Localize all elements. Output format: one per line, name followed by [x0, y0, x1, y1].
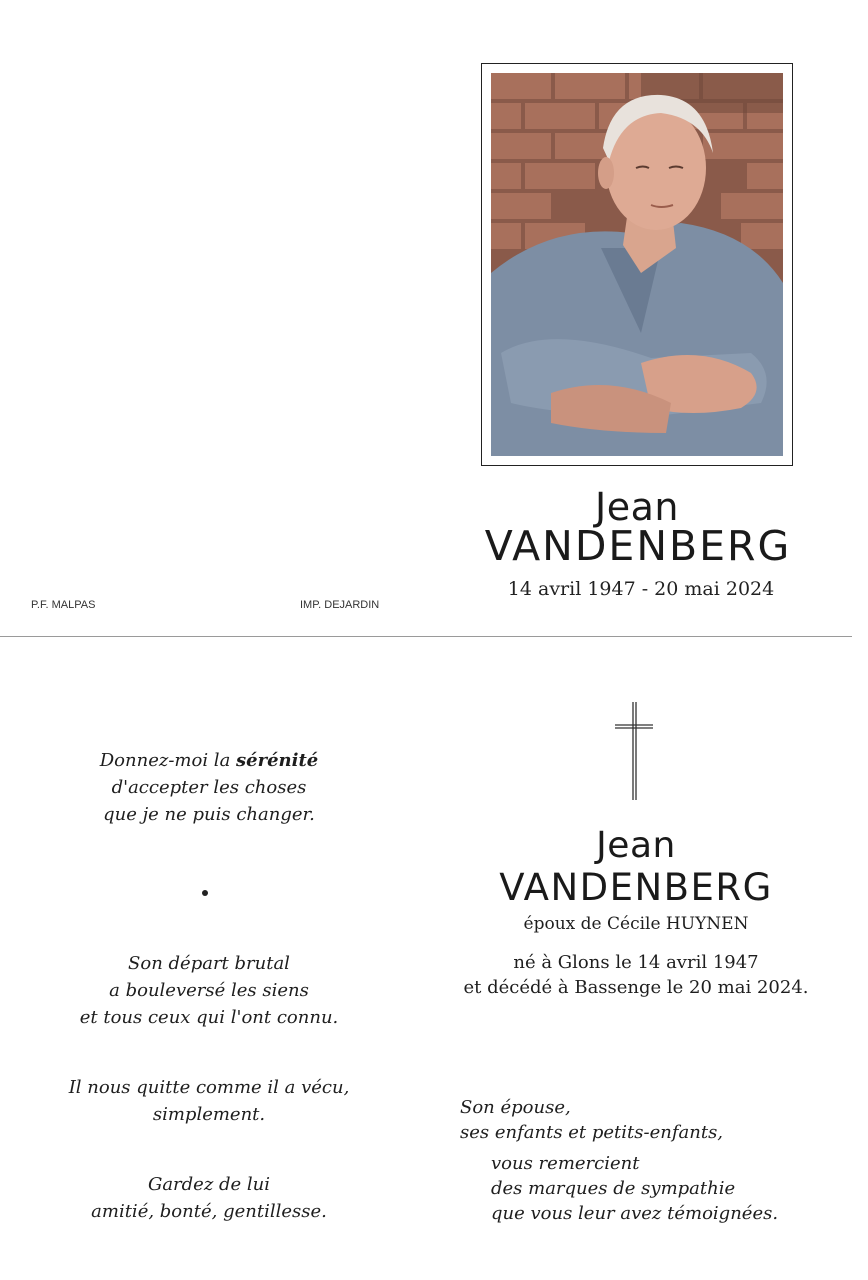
- death-line: et décédé à Bassenge le 20 mai 2024.: [463, 977, 809, 998]
- verse-line: d'accepter les choses: [111, 777, 307, 798]
- verse-stanza-2: [40, 950, 378, 1031]
- verse-line: et tous ceux qui l'ont connu.: [79, 1007, 339, 1028]
- fold-divider: [0, 636, 852, 637]
- thanks-family: [460, 1095, 723, 1145]
- inside-first-name: Jean: [596, 825, 676, 866]
- verse-stanza-1: [40, 747, 378, 828]
- inside-last-name: VANDENBERG: [499, 866, 773, 909]
- thanks-line: vous remercient: [491, 1153, 640, 1174]
- thanks-line: des marques de sympathie: [491, 1178, 736, 1199]
- verse-stanza-3: [40, 1074, 378, 1128]
- birth-line: né à Glons le 14 avril 1947: [513, 952, 759, 973]
- printer-credit: IMP. DEJARDIN: [300, 599, 380, 611]
- funeral-home-credit: P.F. MALPAS: [31, 599, 96, 611]
- verse-line: Son départ brutal: [128, 953, 290, 974]
- thanks-line: ses enfants et petits-enfants,: [460, 1122, 724, 1143]
- verse-line: simplement.: [152, 1104, 266, 1125]
- front-first-name: Jean: [595, 485, 679, 529]
- verse-line: Gardez de lui: [147, 1174, 271, 1195]
- verse-line: a bouleversé les siens: [109, 980, 309, 1001]
- thanks-message: [491, 1151, 778, 1226]
- verse-text: Donnez-moi la: [99, 750, 237, 771]
- front-last-name: VANDENBERG: [484, 522, 792, 570]
- portrait-photo: [481, 63, 793, 466]
- spouse-line: époux de Cécile HUYNEN: [523, 914, 749, 934]
- cross-icon: [613, 700, 655, 802]
- dot-separator-icon: [200, 881, 210, 891]
- portrait-image: [491, 73, 783, 456]
- verse-line: Il nous quitte comme il a vécu,: [68, 1077, 350, 1098]
- verse-line: [40, 747, 378, 774]
- verse-stanza-4: [40, 1171, 378, 1225]
- front-life-dates: 14 avril 1947 - 20 mai 2024: [507, 578, 775, 600]
- verse-line: amitié, bonté, gentillesse.: [91, 1201, 327, 1222]
- verse-line: que je ne puis changer.: [103, 804, 315, 825]
- verse-emphasis: sérénité: [236, 750, 319, 771]
- thanks-line: Son épouse,: [460, 1097, 571, 1118]
- thanks-line: que vous leur avez témoignées.: [491, 1203, 779, 1224]
